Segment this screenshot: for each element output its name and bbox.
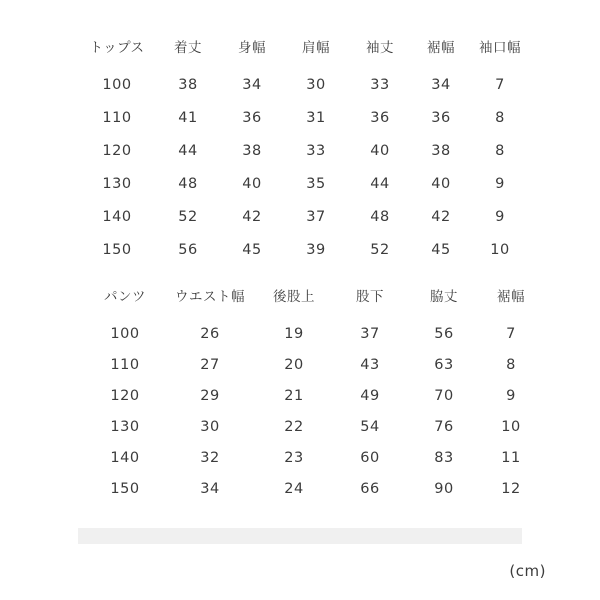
tops-cell: 35 [306, 175, 326, 192]
table-row [78, 167, 530, 200]
tops-cell: 48 [370, 208, 390, 225]
footer-band [78, 528, 522, 544]
pants-cell: 110 [110, 356, 140, 373]
unit-note: (cm) [509, 562, 546, 580]
table-row [78, 101, 530, 134]
tops-cell: 9 [495, 208, 505, 225]
tops-cell: 45 [242, 241, 262, 258]
tops-cell: 31 [306, 109, 326, 126]
table-row [78, 134, 530, 167]
pants-cell: 120 [110, 387, 140, 404]
pants-cell: 11 [501, 449, 521, 466]
pants-header-cell: 股下 [356, 289, 384, 305]
pants-cell: 9 [506, 387, 516, 404]
pants-cell: 26 [200, 325, 220, 342]
table-row [86, 473, 542, 504]
tops-cell: 40 [242, 175, 262, 192]
tops-cell: 38 [178, 76, 198, 93]
tops-header-cell: 袖丈 [366, 40, 394, 56]
tops-cell: 8 [495, 109, 505, 126]
pants-cell: 54 [360, 418, 380, 435]
tops-cell: 8 [495, 142, 505, 159]
pants-header-cell: 脇丈 [430, 289, 458, 305]
tops-header-cell: 袖口幅 [479, 40, 521, 56]
tops-cell: 100 [102, 76, 132, 93]
pants-cell: 43 [360, 356, 380, 373]
pants-cell: 130 [110, 418, 140, 435]
tops-cell: 120 [102, 142, 132, 159]
pants-cell: 100 [110, 325, 140, 342]
table-row [78, 233, 530, 266]
tops-cell: 40 [431, 175, 451, 192]
tops-size-table [78, 24, 530, 266]
table-row [86, 442, 542, 473]
tops-header-cell: 身幅 [238, 40, 266, 56]
tops-cell: 10 [490, 241, 510, 258]
pants-cell: 83 [434, 449, 454, 466]
tops-cell: 33 [370, 76, 390, 93]
table-row [78, 68, 530, 101]
tops-cell: 52 [178, 208, 198, 225]
tops-cell: 30 [306, 76, 326, 93]
tops-cell: 44 [370, 175, 390, 192]
table-row [86, 349, 542, 380]
tops-cell: 38 [431, 142, 451, 159]
tops-cell: 9 [495, 175, 505, 192]
pants-header-row [86, 272, 542, 318]
pants-cell: 12 [501, 480, 521, 497]
pants-header-cell: 裾幅 [497, 289, 525, 305]
table-row [78, 200, 530, 233]
pants-cell: 34 [200, 480, 220, 497]
pants-cell: 63 [434, 356, 454, 373]
tops-cell: 42 [431, 208, 451, 225]
tops-header-cell: 肩幅 [302, 40, 330, 56]
tops-cell: 150 [102, 241, 132, 258]
pants-cell: 19 [284, 325, 304, 342]
pants-cell: 76 [434, 418, 454, 435]
pants-cell: 70 [434, 387, 454, 404]
table-row [86, 411, 542, 442]
pants-header-cell: パンツ [104, 289, 146, 305]
tops-cell: 7 [495, 76, 505, 93]
pants-cell: 10 [501, 418, 521, 435]
pants-header-cell: 後股上 [273, 289, 315, 305]
pants-cell: 21 [284, 387, 304, 404]
pants-cell: 66 [360, 480, 380, 497]
pants-cell: 23 [284, 449, 304, 466]
pants-cell: 150 [110, 480, 140, 497]
tops-cell: 36 [370, 109, 390, 126]
pants-cell: 22 [284, 418, 304, 435]
tops-header-cell: トップス [89, 40, 145, 56]
tops-cell: 140 [102, 208, 132, 225]
tops-cell: 42 [242, 208, 262, 225]
pants-cell: 27 [200, 356, 220, 373]
pants-size-table [86, 272, 542, 504]
tops-header-cell: 裾幅 [427, 40, 455, 56]
pants-cell: 49 [360, 387, 380, 404]
tops-header-row [78, 24, 530, 68]
tops-cell: 34 [431, 76, 451, 93]
tops-cell: 34 [242, 76, 262, 93]
table-row [86, 318, 542, 349]
tops-cell: 110 [102, 109, 132, 126]
pants-cell: 60 [360, 449, 380, 466]
pants-cell: 140 [110, 449, 140, 466]
pants-cell: 20 [284, 356, 304, 373]
pants-cell: 8 [506, 356, 516, 373]
pants-cell: 29 [200, 387, 220, 404]
tops-cell: 130 [102, 175, 132, 192]
pants-cell: 7 [506, 325, 516, 342]
pants-cell: 32 [200, 449, 220, 466]
tops-cell: 41 [178, 109, 198, 126]
pants-cell: 90 [434, 480, 454, 497]
tops-cell: 33 [306, 142, 326, 159]
pants-cell: 56 [434, 325, 454, 342]
tops-cell: 52 [370, 241, 390, 258]
tops-cell: 38 [242, 142, 262, 159]
pants-cell: 37 [360, 325, 380, 342]
tops-cell: 40 [370, 142, 390, 159]
tops-cell: 48 [178, 175, 198, 192]
tops-cell: 37 [306, 208, 326, 225]
pants-cell: 30 [200, 418, 220, 435]
tops-cell: 45 [431, 241, 451, 258]
tops-cell: 36 [431, 109, 451, 126]
tops-cell: 39 [306, 241, 326, 258]
table-row [86, 380, 542, 411]
pants-header-cell: ウエスト幅 [175, 289, 245, 305]
tops-cell: 56 [178, 241, 198, 258]
pants-cell: 24 [284, 480, 304, 497]
tops-header-cell: 着丈 [174, 40, 202, 56]
tops-cell: 44 [178, 142, 198, 159]
tops-cell: 36 [242, 109, 262, 126]
